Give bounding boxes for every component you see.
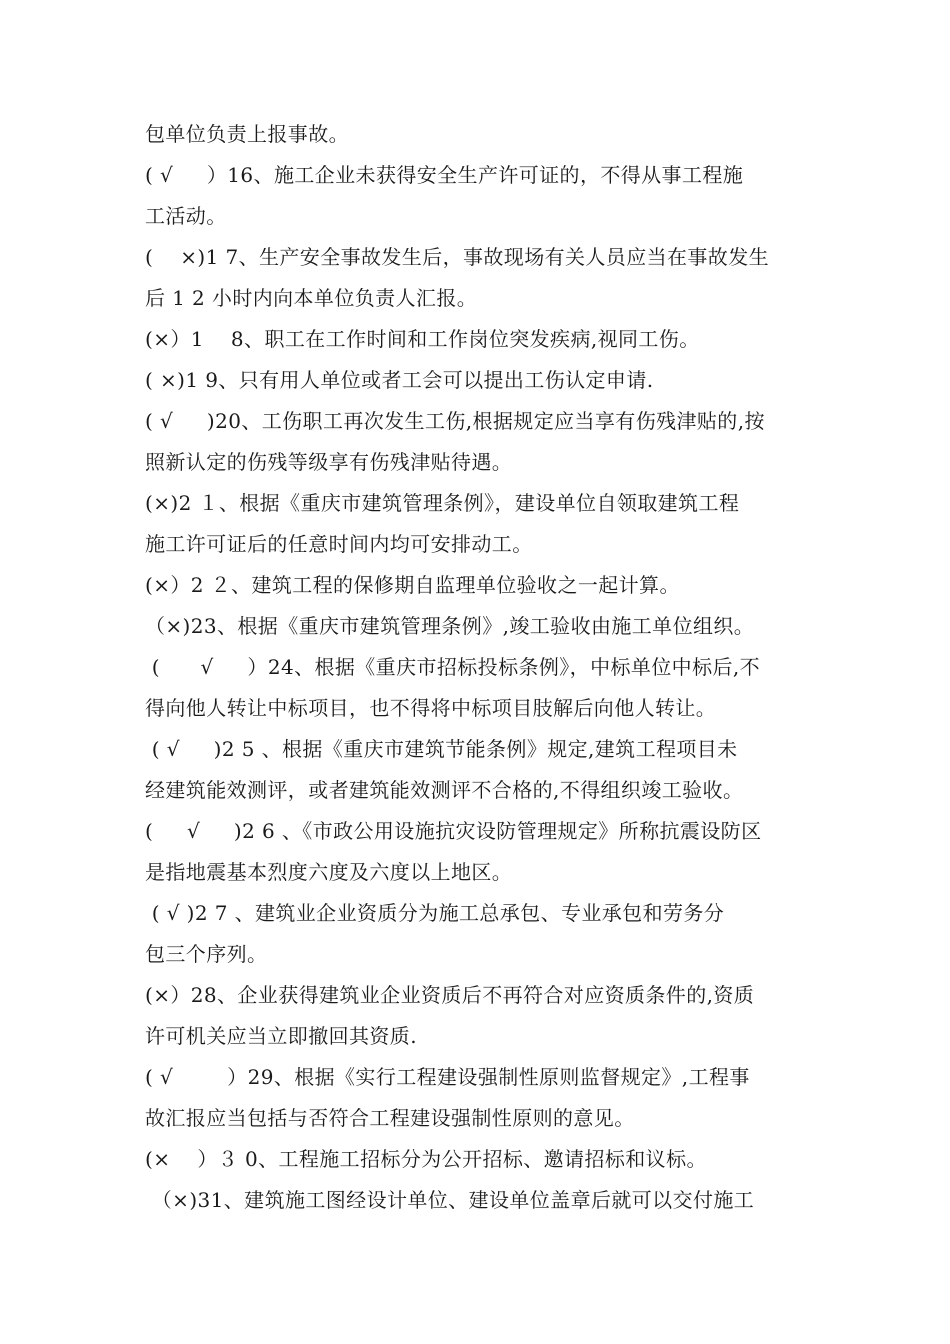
text-line-22: (×）28、企业获得建筑业企业资质后不再符合对应资质条件的,资质 (145, 983, 755, 1007)
text-line-18: ( √ )2 6 、《市政公用设施抗灾设防管理规定》所称抗震设防区 (145, 819, 762, 843)
text-line-24: ( √ ）29、根据《实行工程建设强制性原则监督规定》,工程事 (145, 1065, 750, 1089)
text-line-2: ( √ ）16、施工企业未获得安全生产许可证的，不得从事工程施 (145, 163, 744, 187)
text-line-3: 工活动。 (145, 204, 227, 228)
text-line-13: （×)23、根据《重庆市建筑管理条例》,竣工验收由施工单位组织。 (145, 614, 755, 638)
text-line-23: 许可机关应当立即撤回其资质. (145, 1024, 417, 1048)
text-line-25: 故汇报应当包括与否符合工程建设强制性原则的意见。 (145, 1106, 635, 1130)
text-line-7: ( ×)1 9、只有用人单位或者工会可以提出工伤认定申请. (145, 368, 654, 392)
text-line-16: ( √ )2 5 、根据《重庆市建筑节能条例》规定,建筑工程项目未 (145, 737, 738, 761)
text-line-15: 得向他人转让中标项目，也不得将中标项目肢解后向他人转让。 (145, 696, 717, 720)
text-line-27: （×)31、建筑施工图经设计单位、建设单位盖章后就可以交付施工 (145, 1188, 755, 1212)
text-line-12: (×）2 ２、建筑工程的保修期自监理单位验收之一起计算。 (145, 573, 680, 597)
text-line-1: 包单位负责上报事故。 (145, 122, 349, 146)
text-line-19: 是指地震基本烈度六度及六度以上地区。 (145, 860, 513, 884)
text-line-21: 包三个序列。 (145, 942, 268, 966)
text-line-17: 经建筑能效测评，或者建筑能效测评不合格的,不得组织竣工验收。 (145, 778, 744, 802)
text-line-20: ( √ )2 7 、建筑业企业资质分为施工总承包、专业承包和劳务分 (145, 901, 725, 925)
text-line-26: (× ）３ 0、工程施工招标分为公开招标、邀请招标和议标。 (145, 1147, 707, 1171)
text-line-9: 照新认定的伤残等级享有伤残津贴待遇。 (145, 450, 513, 474)
text-line-14: ( √ ）24、根据《重庆市招标投标条例》，中标单位中标后,不 (145, 655, 761, 679)
text-line-5: 后 1 2 小时内向本单位负责人汇报。 (145, 286, 478, 310)
text-line-10: (×)2 １、根据《重庆市建筑管理条例》，建设单位自领取建筑工程 (145, 491, 740, 515)
text-line-4: ( ×)1 7、生产安全事故发生后，事故现场有关人员应当在事故发生 (145, 245, 769, 269)
text-line-6: (×）1 8、职工在工作时间和工作岗位突发疾病,视同工伤。 (145, 327, 700, 351)
text-line-11: 施工许可证后的任意时间内均可安排动工。 (145, 532, 533, 556)
text-line-8: ( √ )20、工伤职工再次发生工伤,根据规定应当享有伤残津贴的,按 (145, 409, 765, 433)
